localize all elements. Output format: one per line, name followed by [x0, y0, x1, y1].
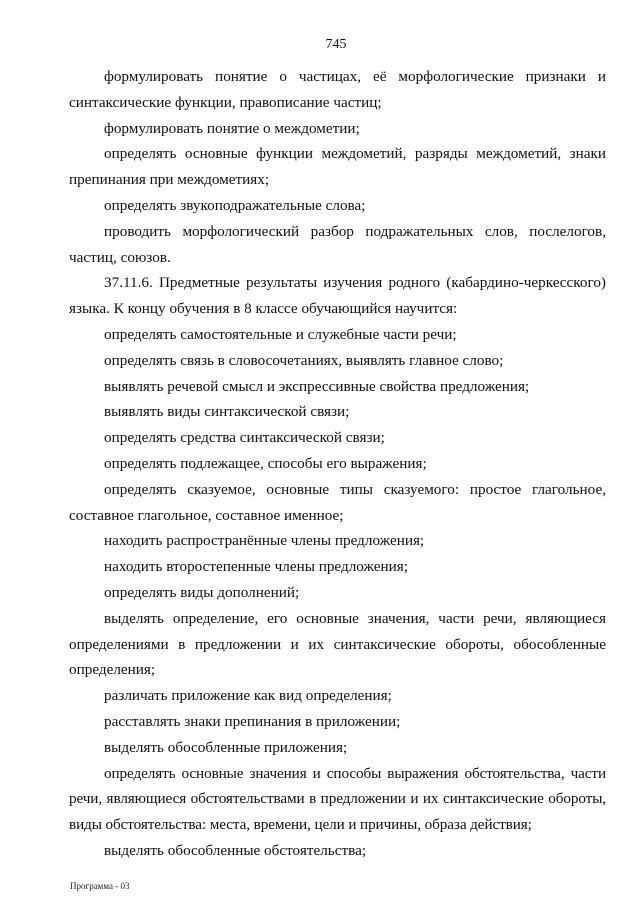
list-item: находить распространённые члены предложения;	[104, 532, 425, 550]
list-item: определять самостоятельные и служебные части речи;	[104, 325, 457, 343]
list-item: определять основные значения и способы выражения обстоятельства, части речи, являющиеся обстоятельствами в предложении и их синтаксические обороты, виды обстоятельства: места, времени, цели и причины, образа действия;	[69, 764, 606, 834]
paragraph-particles: формулировать понятие о частицах, её морфологические признаки и синтаксические функции, правописание частиц;	[69, 68, 606, 111]
paragraph-interjection-concept: формулировать понятие о междометии;	[104, 119, 360, 137]
list-item: определять средства синтаксической связи;	[104, 429, 385, 447]
list-item: определять связь в словосочетаниях, выявлять главное слово;	[104, 351, 504, 369]
list-item: определять сказуемое, основные типы сказуемого: простое глагольное, составное глагольное, составное именное;	[69, 480, 606, 524]
list-item: выявлять речевой смысл и экспрессивные свойства предложения;	[104, 377, 530, 395]
footer-label: Программа - 03	[70, 881, 130, 891]
list-item: выявлять виды синтаксической связи;	[104, 403, 350, 421]
list-item: расставлять знаки препинания в приложении;	[104, 712, 401, 730]
paragraph-section-heading: 37.11.6. Предметные результаты изучения родного (кабардино-черкесского) языка. К концу обучения в 8 классе обучающийся научится:	[69, 274, 606, 318]
list-item: выделять обособленные обстоятельства;	[104, 841, 367, 859]
list-item: выделять обособленные приложения;	[104, 738, 348, 756]
paragraph-morphological-analysis: проводить морфологический разбор подражательных слов, послелогов, частиц, союзов.	[69, 222, 606, 266]
body-text	[69, 64, 606, 864]
paragraph-onomatopoeia: определять звукоподражательные слова;	[104, 196, 366, 214]
paragraph-interjection-functions: определять основные функции междометий, разряды междометий, знаки препинания при междометиях;	[69, 145, 606, 189]
list-item: определять подлежащее, способы его выражения;	[104, 454, 427, 472]
list-item: различать приложение как вид определения;	[104, 687, 392, 705]
list-item: выделять определение, его основные значения, части речи, являющиеся определениями в предложении и их синтаксические обороты, обособленные определения;	[69, 609, 606, 679]
page-number: 745	[325, 37, 347, 52]
list-item: определять виды дополнений;	[104, 583, 300, 601]
list-item: находить второстепенные члены предложения;	[104, 558, 408, 576]
